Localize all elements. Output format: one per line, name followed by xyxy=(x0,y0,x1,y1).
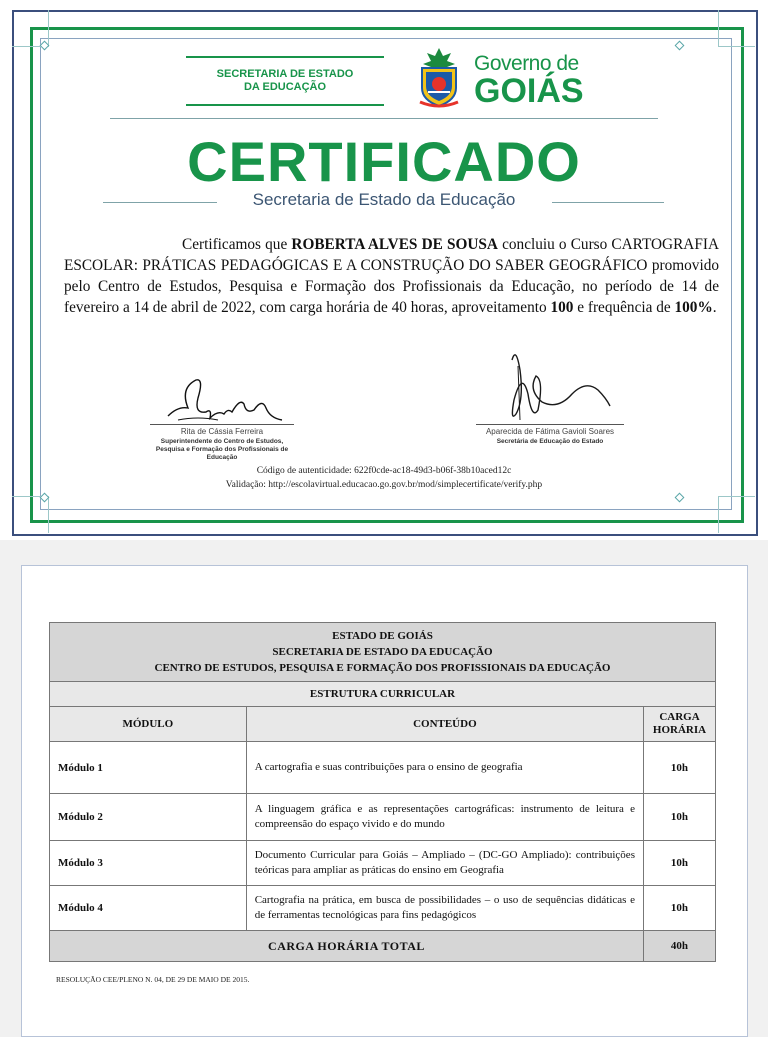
grade-value: 100 xyxy=(550,299,574,316)
col-content-header: CONTEÚDO xyxy=(246,707,643,742)
signature-line xyxy=(476,424,624,425)
goias-coat-of-arms-icon xyxy=(414,46,464,110)
column-header-row xyxy=(50,707,716,742)
signature-right xyxy=(498,340,618,430)
role-line: Superintendente do Centro de Estudos, xyxy=(160,438,284,445)
secretaria-line-1: SECRETARIA DE ESTADO xyxy=(216,68,354,80)
content-cell: A linguagem gráfica e as representações cartográficas: instrumento de leitura e compreensão do espaço vivido e do mundo xyxy=(246,794,643,841)
signer-right-name: Aparecida de Fátima Gavioli Soares xyxy=(485,427,615,436)
institution-header xyxy=(50,623,716,682)
secretaria-label xyxy=(186,56,384,106)
content-cell: Documento Curricular para Goiás – Ampliado – (DC-GO Ampliado): contribuições teóricas para ampliar as práticas do ensino em Geografia xyxy=(246,841,643,886)
frequency-value: 100% xyxy=(674,299,713,316)
authentication-code: Código de autenticidade: 622f0cde-ac18-49d3-b06f-38b10aced12c xyxy=(256,466,512,476)
header-state: ESTADO DE GOIÁS xyxy=(332,630,433,642)
table-row xyxy=(50,841,716,886)
hours-cell: 10h xyxy=(643,742,715,794)
certificate-subtitle: Secretaria de Estado da Educação xyxy=(252,190,516,209)
table-header-row xyxy=(50,682,716,707)
resolution-footnote: RESOLUÇÃO CEE/PLENO N. 04, DE 29 DE MAIO DE 2015. xyxy=(56,975,250,984)
hours-cell: 10h xyxy=(643,841,715,886)
table-row xyxy=(50,886,716,931)
total-value: 40h xyxy=(643,931,715,962)
signer-right-role: Secretária de Educação do Estado xyxy=(496,438,604,445)
signer-left-role xyxy=(140,438,304,462)
table-row xyxy=(50,794,716,841)
corner-ornament xyxy=(718,496,755,533)
table-row xyxy=(50,742,716,794)
header-secretaria: SECRETARIA DE ESTADO DA EDUCAÇÃO xyxy=(272,646,493,658)
total-label: CARGA HORÁRIA TOTAL xyxy=(50,931,644,962)
signer-left-name: Rita de Cássia Ferreira xyxy=(180,427,264,436)
curriculum-table xyxy=(49,622,716,962)
hours-cell: 10h xyxy=(643,794,715,841)
curriculum-page xyxy=(21,565,748,1037)
secretaria-line-2: DA EDUCAÇÃO xyxy=(243,81,327,93)
body-course: concluiu o Curso CARTOGRAFIA ESCOLAR: PRÁTICAS PEDAGÓGICAS E A CONSTRUÇÃO DO SABER GEOGRÁFICO promovido pelo Centro de Estudos, Pesquisa e Formação dos Profissionais da Educação, no período de 14 de fevereiro a 14 de abril de 2022, com carga horária de 40 horas, aproveitamento xyxy=(64,236,719,316)
total-row xyxy=(50,931,716,962)
table-header-row xyxy=(50,623,716,682)
module-cell: Módulo 4 xyxy=(50,886,247,931)
col-hours-header xyxy=(643,707,715,742)
module-cell: Módulo 1 xyxy=(50,742,247,794)
divider xyxy=(110,118,658,119)
content-cell: Cartografia na prática, em busca de possibilidades – o uso de sequências didáticas e de ferramentas tecnológicas para fins pedagógicos xyxy=(246,886,643,931)
header-centro: CENTRO DE ESTUDOS, PESQUISA E FORMAÇÃO DOS PROFISSIONAIS DA EDUCAÇÃO xyxy=(154,662,611,674)
certificate-body xyxy=(64,234,719,318)
role-line: Educação xyxy=(206,454,238,461)
module-cell: Módulo 3 xyxy=(50,841,247,886)
body-intro: Certificamos que xyxy=(182,236,292,253)
corner-ornament xyxy=(718,10,755,47)
recipient-name: ROBERTA ALVES DE SOUSA xyxy=(291,236,498,253)
signature-left xyxy=(158,368,288,428)
governo-de-label: Governo de xyxy=(474,52,579,75)
body-frequency: e frequência de xyxy=(573,299,675,316)
hours-cell: 10h xyxy=(643,886,715,931)
module-cell: Módulo 2 xyxy=(50,794,247,841)
content-cell: A cartografia e suas contribuições para o ensino de geografia xyxy=(246,742,643,794)
goias-label: GOIÁS xyxy=(474,72,584,110)
col-hours-line: CARGA xyxy=(659,711,700,723)
role-line: Pesquisa e Formação dos Profissionais de xyxy=(155,446,289,453)
signature-line xyxy=(150,424,294,425)
validation-url: Validação: http://escolavirtual.educacao.go.gov.br/mod/simplecertificate/verify.php xyxy=(225,480,543,490)
certificate-title: CERTIFICADO xyxy=(187,130,581,193)
section-title: ESTRUTURA CURRICULAR xyxy=(50,682,716,707)
col-hours-line: HORÁRIA xyxy=(652,724,707,736)
col-module-header: MÓDULO xyxy=(50,707,247,742)
body-end: . xyxy=(712,299,717,316)
